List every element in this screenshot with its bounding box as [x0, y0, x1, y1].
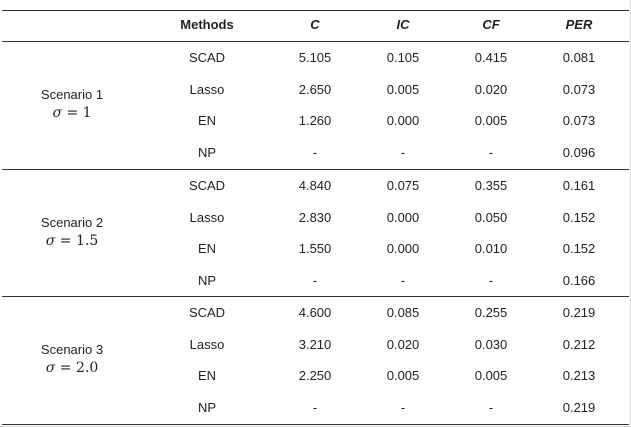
- header-c: C: [310, 17, 320, 32]
- cell-c: 2.830: [298, 209, 332, 225]
- cell-cf: -: [488, 144, 494, 160]
- cell-c: 4.600: [298, 304, 332, 320]
- top-rule: [2, 10, 629, 11]
- cell-cf: 0.050: [474, 209, 508, 225]
- cell-per: 0.166: [562, 272, 596, 288]
- sigma-value: [41, 104, 103, 122]
- cell-c: -: [312, 144, 318, 160]
- cell-method: Lasso: [189, 336, 225, 352]
- scenario-label: [41, 86, 103, 122]
- sigma-value: [41, 232, 103, 250]
- cell-per: 0.152: [562, 241, 596, 257]
- scenario-name: Scenario 3: [40, 342, 104, 358]
- cell-cf: 0.010: [474, 241, 508, 257]
- cell-ic: 0.105: [386, 49, 420, 65]
- cell-method: EN: [197, 113, 217, 129]
- cell-c: 4.840: [298, 177, 332, 193]
- cell-per: 0.081: [562, 49, 596, 65]
- cell-cf: 0.030: [474, 336, 508, 352]
- cell-per: 0.219: [562, 304, 596, 320]
- cell-ic: -: [400, 144, 406, 160]
- cell-cf: 0.355: [474, 177, 508, 193]
- cell-per: 0.161: [562, 177, 596, 193]
- cell-ic: 0.075: [386, 177, 420, 193]
- scenario-name: Scenario 2: [40, 215, 104, 231]
- cell-per: 0.073: [562, 81, 596, 97]
- cell-method: NP: [197, 399, 217, 415]
- scenario-label: [41, 214, 103, 250]
- cell-per: 0.073: [562, 113, 596, 129]
- sigma-symbol: σ: [52, 105, 62, 122]
- cell-per: 0.219: [562, 399, 596, 415]
- scenario-label: [41, 341, 103, 377]
- cell-cf: 0.020: [474, 81, 508, 97]
- sigma-equation: = 1: [62, 105, 92, 122]
- cell-ic: 0.000: [386, 241, 420, 257]
- cell-c: 2.650: [298, 81, 332, 97]
- cell-method: NP: [197, 144, 217, 160]
- cell-ic: -: [400, 399, 406, 415]
- cell-c: 2.250: [298, 368, 332, 384]
- header-methods: Methods: [180, 17, 234, 32]
- cell-ic: 0.000: [386, 113, 420, 129]
- cell-ic: 0.000: [386, 209, 420, 225]
- cell-cf: 0.255: [474, 304, 508, 320]
- cell-cf: -: [488, 399, 494, 415]
- sigma-equation: = 2.0: [55, 360, 99, 377]
- sigma-symbol: σ: [45, 360, 56, 377]
- header-per: PER: [565, 17, 593, 32]
- sigma-symbol: σ: [45, 233, 56, 250]
- cell-cf: 0.005: [474, 113, 508, 129]
- cell-per: 0.213: [562, 368, 596, 384]
- header-cf: CF: [482, 17, 500, 32]
- cell-per: 0.152: [562, 209, 596, 225]
- cell-cf: 0.005: [474, 368, 508, 384]
- cell-ic: 0.005: [386, 368, 420, 384]
- cell-ic: 0.005: [386, 81, 420, 97]
- cell-c: -: [312, 399, 318, 415]
- sigma-equation: = 1.5: [55, 233, 99, 250]
- cell-c: 5.105: [298, 49, 332, 65]
- cell-method: SCAD: [188, 177, 226, 193]
- cell-cf: 0.415: [474, 49, 508, 65]
- group-2-rule: [2, 296, 629, 297]
- cell-method: SCAD: [188, 49, 226, 65]
- cell-method: EN: [197, 368, 217, 384]
- cell-c: -: [312, 272, 318, 288]
- bottom-rule: [2, 424, 629, 425]
- sigma-value: [41, 359, 103, 377]
- cell-per: 0.096: [562, 144, 596, 160]
- cell-c: 1.260: [298, 113, 332, 129]
- cell-method: SCAD: [188, 304, 226, 320]
- cell-method: Lasso: [189, 81, 225, 97]
- cell-method: NP: [197, 272, 217, 288]
- cell-cf: -: [488, 272, 494, 288]
- header-ic: IC: [396, 17, 410, 32]
- cell-ic: 0.085: [386, 304, 420, 320]
- cell-method: EN: [197, 241, 217, 257]
- cell-method: Lasso: [189, 209, 225, 225]
- cell-ic: -: [400, 272, 406, 288]
- header-rule: [2, 41, 629, 42]
- cell-c: 3.210: [298, 336, 332, 352]
- cell-per: 0.212: [562, 336, 596, 352]
- cell-c: 1.550: [298, 241, 332, 257]
- cell-ic: 0.020: [386, 336, 420, 352]
- scenario-name: Scenario 1: [40, 87, 104, 103]
- group-1-rule: [2, 169, 629, 170]
